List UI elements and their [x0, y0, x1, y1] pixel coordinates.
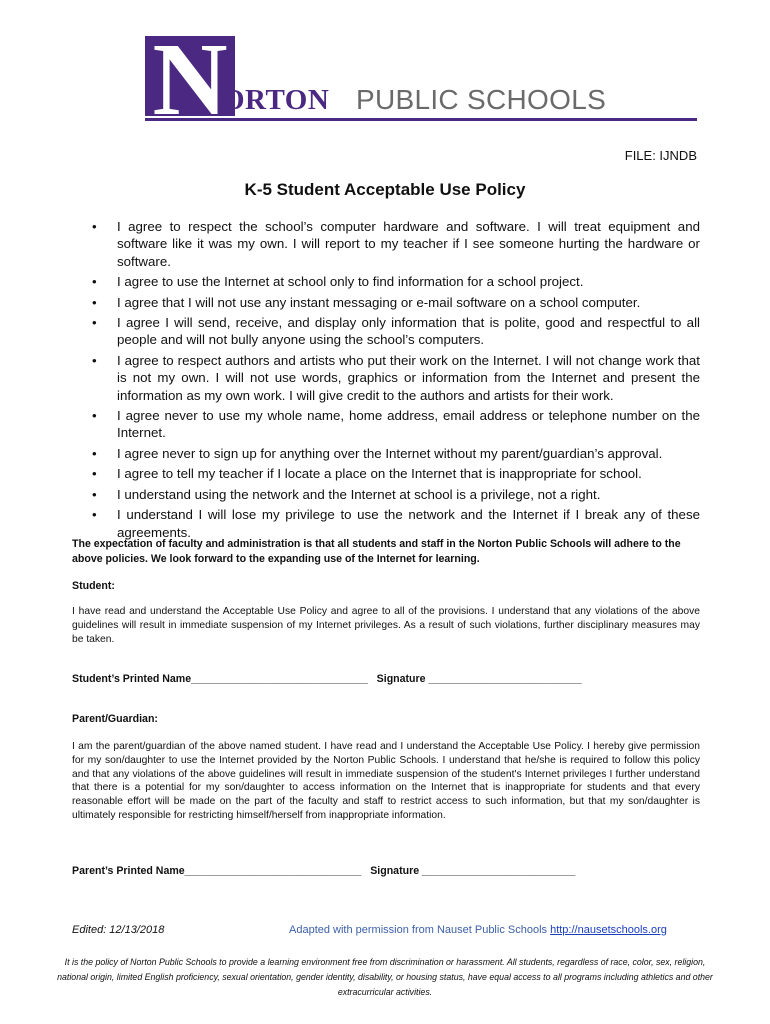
list-item: • I agree to use the Internet at school only to find information for a school project. — [92, 274, 584, 290]
bullet: • — [92, 486, 97, 502]
edited-date: Edited: 12/13/2018 — [72, 924, 165, 936]
bullet: • — [92, 466, 97, 482]
list-item: • I understand using the network and the Internet at school is a privilege, not a right. — [92, 486, 601, 502]
bullet: • — [92, 294, 97, 310]
nauset-link[interactable]: http://nausetschools.org — [550, 924, 667, 936]
list-item: • I agree to respect the school’s computer hardware and software. I will treat equipment and software like it was my own. I will report to my teacher if I see someone hurting the hardware or software. — [92, 219, 700, 269]
bullet: • — [92, 408, 97, 424]
list-item: • I agree never to sign up for anything over the Internet without my parent/guardian’s approval. — [92, 445, 663, 461]
student-agreement-text: I have read and understand the Acceptable Use Policy and agree to all of the provisions. I understand that any violations of the above guidelines will result in immediate suspension of my Internet privileges. As a result of such violations, further disciplinary measures may be taken. — [72, 606, 700, 645]
list-item: • I agree that I will not use any instant messaging or e-mail software on a school computer. — [92, 294, 641, 310]
header-divider — [145, 118, 697, 121]
list-item: • I agree never to use my whole name, home address, email address or telephone number on the Internet. — [92, 408, 700, 441]
logo-wordmark: ORTON — [222, 84, 330, 116]
student-signature-line[interactable]: Student’s Printed Name______________________________ Signature __________________________ — [72, 673, 582, 685]
bullet: • — [92, 507, 97, 523]
list-item: • I agree I will send, receive, and display only information that is polite, good and respectful to all people and will not bully anyone using the school’s computers. — [92, 315, 700, 348]
list-item: • I understand I will lose my privilege to use the network and the Internet if I break any of these agreements. — [92, 507, 700, 540]
logo-n-block: N — [145, 36, 235, 116]
list-item: • I agree to respect authors and artists who put their work on the Internet. I will not change work that is not my own. I will not use words, graphics or information from the Internet and present the information as my own work. I will give credit to the authors and artists for their work. — [92, 352, 700, 403]
logo-suffix: PUBLIC SCHOOLS — [356, 84, 607, 115]
file-code: FILE: IJNDB — [624, 148, 697, 163]
letterhead — [0, 0, 770, 130]
parent-agreement-text: I am the parent/guardian of the above named student. I have read and I understand the Acceptable Use Policy. I hereby give permission for my son/daughter to use the Internet provided by the Norton Public Schools. I understand that he/she is required to follow this policy and that any violations of the above guidelines will result in immediate suspension of the student's Internet privileges I further understand that there is a potential for my son/daughter to access information on the Internet that is inappropriate for students and that every reasonable effort will be made on the part of the faculty and staff to restrict access to such information, but that my son/daughter is ultimately responsible for restricting himself/herself from inappropriate information. — [72, 741, 700, 821]
list-item: • I agree to tell my teacher if I locate a place on the Internet that is inappropriate for school. — [92, 466, 642, 482]
attribution: Adapted with permission from Nauset Public Schools http://nausetschools.org — [289, 924, 667, 936]
bullet: • — [92, 274, 97, 290]
bullet: • — [92, 445, 97, 461]
expectation-statement: The expectation of faculty and administration is that all students and staff in the Norton Public Schools will adhere to the above policies. We look forward to the expanding use of the Internet for learning. — [72, 538, 681, 565]
bullet: • — [92, 219, 97, 234]
document-title: K-5 Student Acceptable Use Policy — [244, 180, 526, 199]
bullet: • — [92, 352, 97, 368]
bullet: • — [92, 315, 97, 331]
student-section-label: Student: — [72, 580, 115, 592]
parent-section-label: Parent/Guardian: — [72, 713, 158, 725]
parent-signature-line[interactable]: Parent’s Printed Name______________________________ Signature __________________________ — [72, 865, 576, 877]
agreement-list — [88, 218, 700, 544]
nondiscrimination-note: It is the policy of Norton Public Schools to provide a learning environment free from discrimination or harassment. All students, regardless of race, color, sex, religion, national origin, limited English proficiency, sexual orientation, gender identity, disability, or housing status, have equal access to all programs including athletics and other extracurricular activities. — [57, 957, 713, 997]
